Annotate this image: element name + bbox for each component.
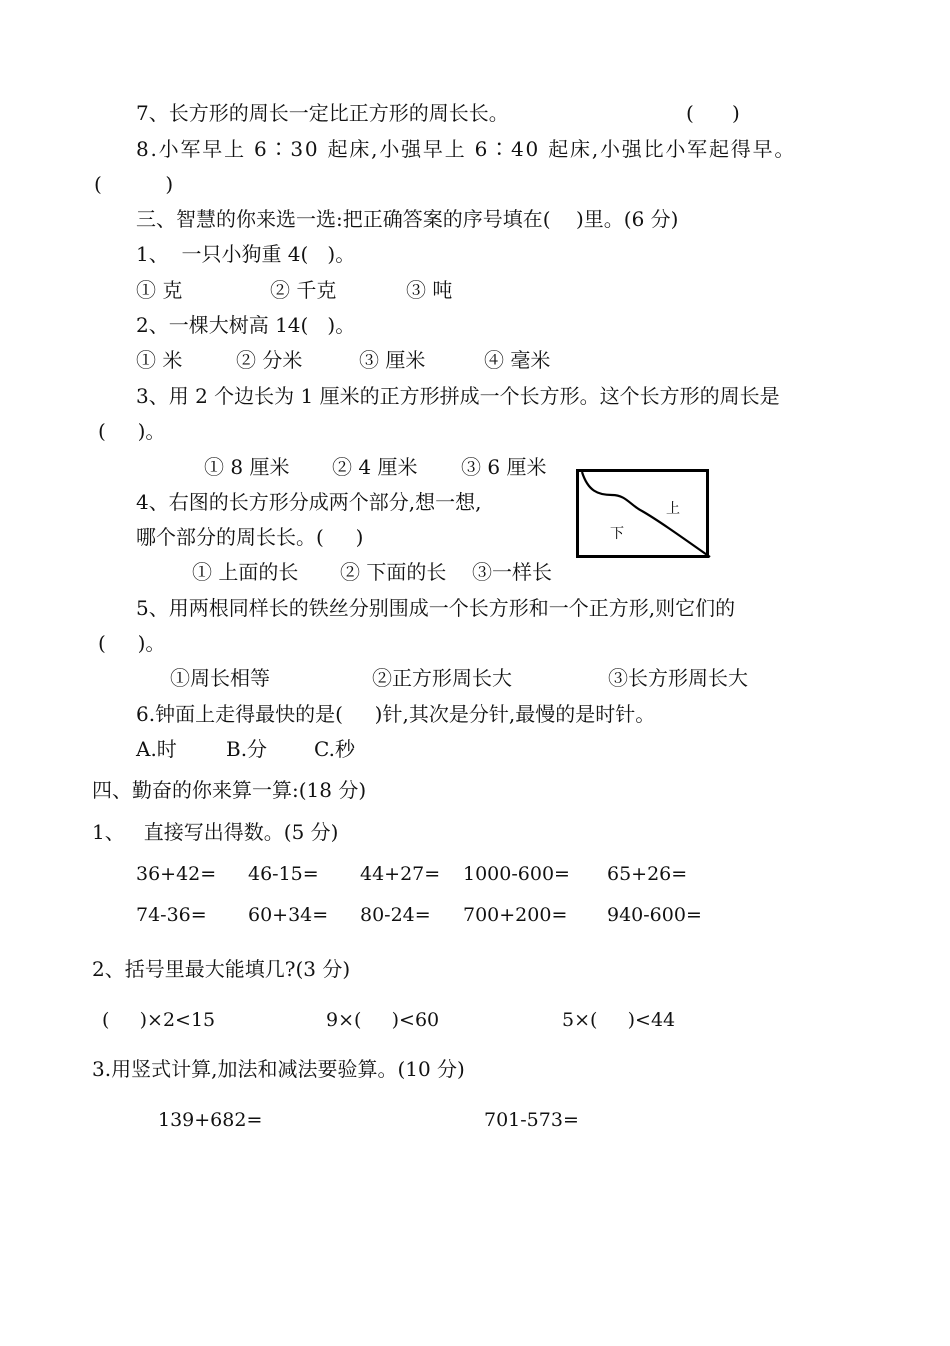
choice-q4-option[interactable]: ③一样长 (472, 560, 552, 584)
answer-paren-8[interactable]: ( ) (94, 172, 174, 196)
dividing-curve (582, 472, 710, 557)
calc-part-2-title: 2、括号里最大能填几?(3 分) (92, 957, 351, 981)
oral-calc-item[interactable]: 1000-600= (463, 863, 570, 885)
choice-q1-option[interactable]: ① 克 (136, 278, 183, 302)
choice-q5: 5、用两根同样长的铁丝分别围成一个长方形和一个正方形,则它们的 (136, 596, 736, 620)
choice-q6: 6.钟面上走得最快的是( )针,其次是分针,最慢的是时针。 (136, 702, 656, 726)
choice-q5-option[interactable]: ②正方形周长大 (372, 666, 512, 690)
choice-q2: 2、一棵大树高 14( )。 (136, 313, 356, 337)
lower-part-label: 下 (610, 526, 624, 542)
choice-q6-option[interactable]: C.秒 (314, 737, 355, 761)
question-7: 7、长方形的周长一定比正方形的周长长。 (136, 101, 509, 125)
divided-rectangle-svg (576, 469, 712, 561)
choice-q3-paren[interactable]: ( )。 (98, 419, 166, 443)
choice-q5-option[interactable]: ①周长相等 (170, 666, 270, 690)
answer-paren-7[interactable]: ( ) (686, 101, 740, 125)
oral-calc-item[interactable]: 940-600= (607, 904, 702, 926)
choice-q2-option[interactable]: ③ 厘米 (359, 348, 426, 372)
oral-calc-item[interactable]: 44+27= (360, 863, 441, 885)
choice-q2-option[interactable]: ① 米 (136, 348, 183, 372)
choice-q3: 3、用 2 个边长为 1 厘米的正方形拼成一个长方形。这个长方形的周长是 (136, 384, 780, 408)
choice-q1-option[interactable]: ③ 吨 (406, 278, 453, 302)
choice-q6-option[interactable]: A.时 (136, 737, 177, 761)
question-8: 8.小军早上 6∶30 起床,小强早上 6∶40 起床,小强比小军起得早。 (136, 137, 797, 161)
calc-part-3-title: 3.用竖式计算,加法和减法要验算。(10 分) (92, 1057, 465, 1081)
inequality-fill-item[interactable]: 9×( )<60 (326, 1009, 440, 1031)
choice-q4-option[interactable]: ① 上面的长 (192, 560, 299, 584)
choice-q3-option[interactable]: ① 8 厘米 (204, 455, 290, 479)
oral-calc-item[interactable]: 80-24= (360, 904, 431, 926)
choice-q4-line2: 哪个部分的周长长。( ) (136, 525, 364, 549)
upper-part-label: 上 (666, 501, 680, 517)
oral-calc-item[interactable]: 46-15= (248, 863, 319, 885)
oral-calc-item[interactable]: 700+200= (463, 904, 568, 926)
oral-calc-item[interactable]: 65+26= (607, 863, 688, 885)
choice-q1: 1、 一只小狗重 4( )。 (136, 242, 356, 266)
section-3-heading: 三、智慧的你来选一选:把正确答案的序号填在( )里。(6 分) (136, 207, 679, 231)
vertical-calc-item[interactable]: 139+682= (158, 1109, 263, 1131)
choice-q4-option[interactable]: ② 下面的长 (340, 560, 447, 584)
calc-part-1-title: 1、 直接写出得数。(5 分) (92, 820, 339, 844)
choice-q6-option[interactable]: B.分 (226, 737, 268, 761)
divided-rectangle-figure (576, 469, 712, 561)
oral-calc-item[interactable]: 60+34= (248, 904, 329, 926)
oral-calc-item[interactable]: 36+42= (136, 863, 217, 885)
oral-calc-item[interactable]: 74-36= (136, 904, 207, 926)
choice-q3-option[interactable]: ② 4 厘米 (332, 455, 418, 479)
choice-q5-option[interactable]: ③长方形周长大 (608, 666, 748, 690)
choice-q5-paren[interactable]: ( )。 (98, 631, 166, 655)
section-4-heading: 四、勤奋的你来算一算:(18 分) (92, 778, 367, 802)
rectangle-outline (578, 471, 708, 557)
choice-q2-option[interactable]: ② 分米 (236, 348, 303, 372)
vertical-calc-item[interactable]: 701-573= (484, 1109, 579, 1131)
choice-q4-line1: 4、右图的长方形分成两个部分,想一想, (136, 490, 482, 514)
inequality-fill-item[interactable]: 5×( )<44 (562, 1009, 676, 1031)
choice-q3-option[interactable]: ③ 6 厘米 (461, 455, 547, 479)
inequality-fill-item[interactable]: ( )×2<15 (102, 1009, 216, 1031)
choice-q1-option[interactable]: ② 千克 (270, 278, 337, 302)
choice-q2-option[interactable]: ④ 毫米 (484, 348, 551, 372)
